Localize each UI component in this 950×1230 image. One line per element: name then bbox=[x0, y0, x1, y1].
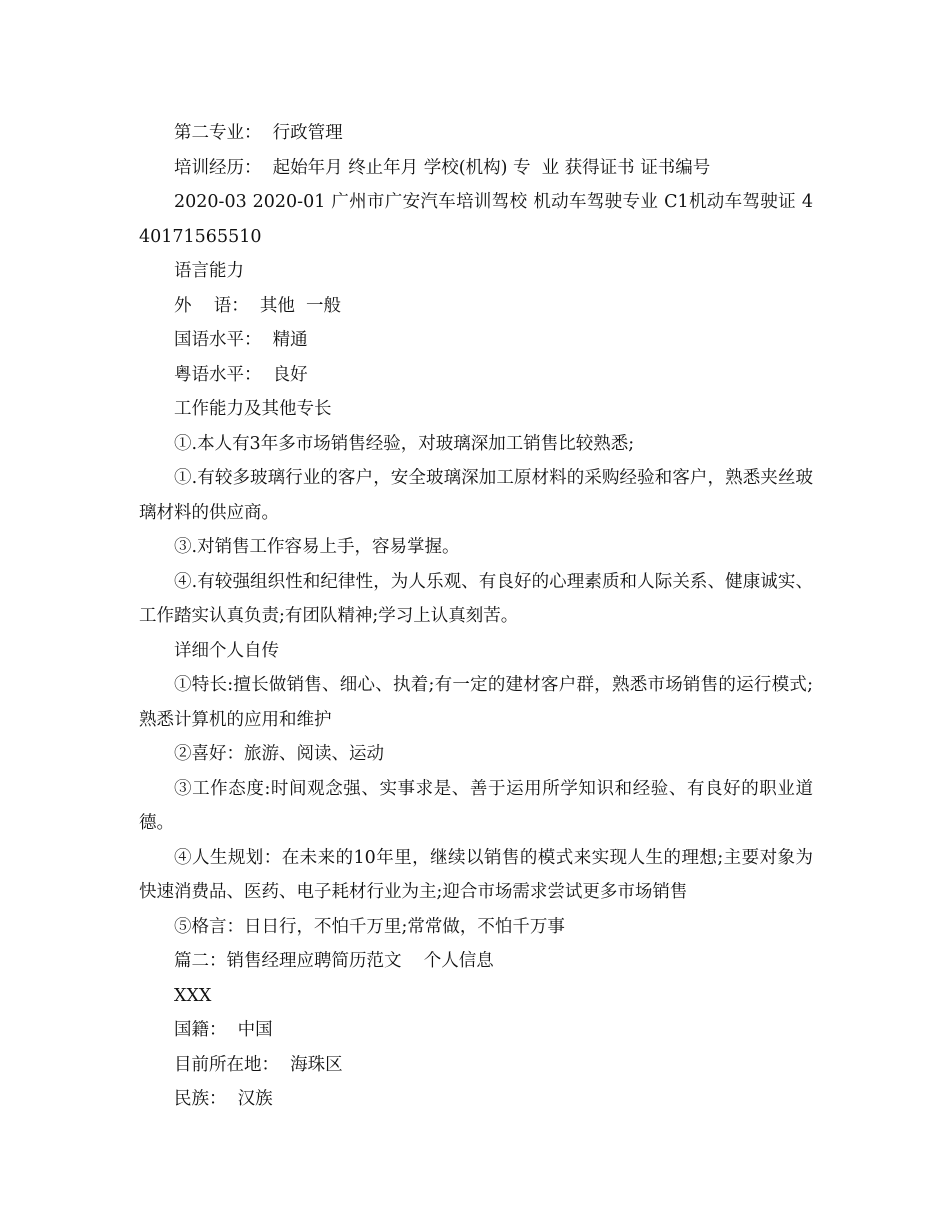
paragraph-strengths: ①特长:擅长做销售、细心、执着;有一定的建材客户群，熟悉市场销售的运行模式;熟悉计算机的应用和维护 bbox=[139, 675, 813, 730]
paragraph-life-plan: ④人生规划：在未来的10年里，继续以销售的模式来实现人生的理想;主要对象为快速消费品、医药、电子耗材行业为主;迎合市场需求尝试更多市场销售 bbox=[139, 847, 813, 902]
paragraph-current-location: 目前所在地： 海珠区 bbox=[174, 1054, 343, 1075]
paragraph-ethnicity: 民族： 汉族 bbox=[174, 1089, 273, 1109]
paragraph-second-major: 第二专业： 行政管理 bbox=[174, 123, 343, 143]
paragraph-nationality: 国籍： 中国 bbox=[174, 1020, 273, 1040]
heading-self-introduction: 详细个人自传 bbox=[174, 640, 279, 661]
paragraph-training-record: 2020-03 2020-01 广州市广安汽车培训驾校 机动车驾驶专业 C1机动车驾驶证 440171565510 bbox=[139, 192, 813, 247]
paragraph-foreign-language: 外 语： 其他 一般 bbox=[174, 295, 342, 316]
paragraph-motto: ⑤格言：日日行，不怕千万里;常常做，不怕千万事 bbox=[174, 916, 565, 937]
paragraph-training-header: 培训经历： 起始年月 终止年月 学校(机构) 专 业 获得证书 证书编号 bbox=[174, 157, 711, 178]
paragraph-hobbies: ②喜好：旅游、阅读、运动 bbox=[174, 744, 384, 764]
heading-part-two: 篇二：销售经理应聘简历范文 个人信息 bbox=[174, 951, 494, 971]
paragraph-ability-3: ③.对销售工作容易上手，容易掌握。 bbox=[174, 537, 460, 557]
paragraph-name: XXX bbox=[174, 985, 212, 1006]
paragraph-ability-4: ④.有较强组织性和纪律性，为人乐观、有良好的心理素质和人际关系、健康诚实、工作踏实认真负责;有团队精神;学习上认真刻苦。 bbox=[139, 571, 813, 626]
paragraph-mandarin-level: 国语水平： 精通 bbox=[174, 330, 308, 350]
document-body bbox=[139, 116, 813, 1117]
paragraph-ability-1: ①.本人有3年多市场销售经验，对玻璃深加工销售比较熟悉; bbox=[174, 433, 635, 454]
paragraph-work-attitude: ③工作态度:时间观念强、实事求是、善于运用所学知识和经验、有良好的职业道德。 bbox=[139, 778, 813, 833]
paragraph-ability-2: ①.有较多玻璃行业的客户，安全玻璃深加工原材料的采购经验和客户，熟悉夹丝玻璃材料的供应商。 bbox=[139, 468, 813, 523]
paragraph-cantonese-level: 粤语水平： 良好 bbox=[174, 364, 308, 385]
heading-language-ability: 语言能力 bbox=[174, 261, 244, 281]
heading-work-ability: 工作能力及其他专长 bbox=[174, 399, 332, 419]
